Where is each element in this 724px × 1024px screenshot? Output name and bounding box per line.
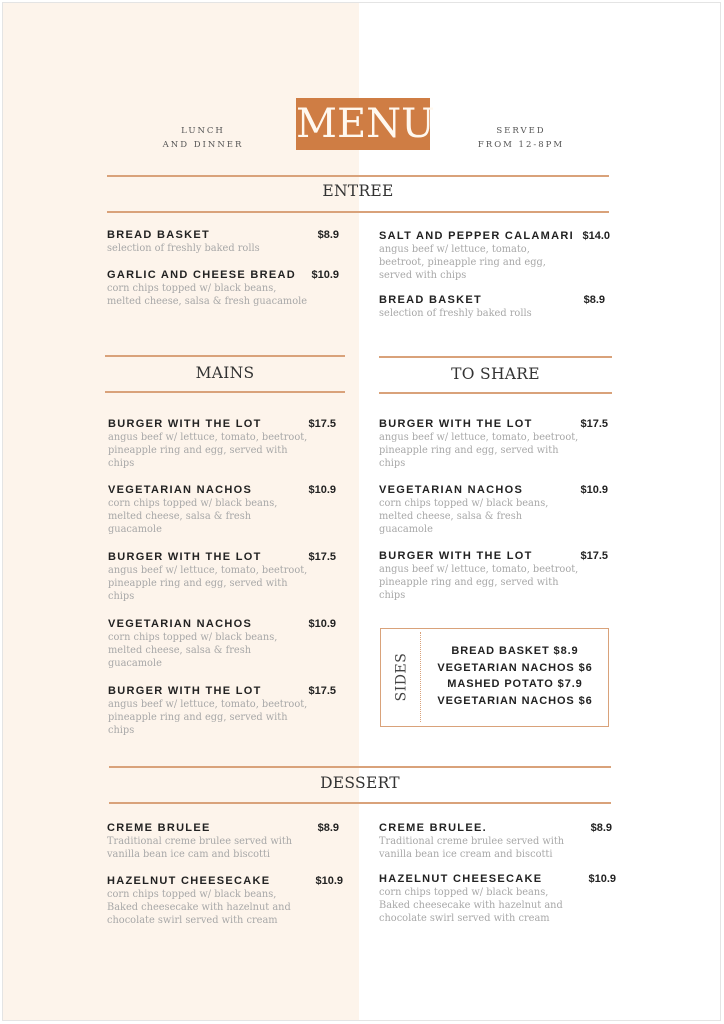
item-price: $10.9 [311,269,339,281]
divider-rule [105,391,345,393]
desc-line: served with chips [379,270,467,281]
menu-item [108,684,336,737]
item-price: $17.5 [308,685,336,697]
tagline-line: SERVED [496,126,546,136]
desc-line: angus beef w/ lettuce, tomato, [379,244,530,255]
menu-title-badge: MENU [296,98,430,150]
item-name: BURGER WITH THE LOT [108,551,262,563]
item-description [107,242,339,255]
side-item: BREAD BASKET $8.9 [451,645,579,657]
desc-line: melted cheese, salsa & fresh [108,645,252,656]
item-description [379,307,605,320]
desc-line: angus beef w/ lettuce, tomato, beetroot, [108,432,308,443]
item-description [107,835,339,861]
section-title-mains: MAINS [195,364,255,382]
desc-line: Baked cheesecake with hazelnut and [379,900,563,911]
divider-rule [109,766,611,768]
item-name: VEGETARIAN NACHOS [108,618,253,630]
desc-line: pineapple ring and egg, served with [108,578,288,589]
menu-item [107,874,343,927]
desc-line: chips [108,458,135,469]
item-name: HAZELNUT CHEESECAKE [107,875,271,887]
desc-line: melted cheese, salsa & fresh guacamole [107,296,308,307]
desc-line: corn chips topped w/ black beans, [108,632,278,643]
menu-item [107,228,339,255]
desc-line: angus beef w/ lettuce, tomato, beetroot, [108,699,308,710]
divider-rule [379,356,612,358]
item-name: SALT AND PEPPER CALAMARI [379,230,574,242]
side-item: MASHED POTATO $7.9 [447,678,583,690]
item-name: BURGER WITH THE LOT [379,550,533,562]
item-description [379,243,610,282]
item-name: GARLIC AND CHEESE BREAD [107,269,297,281]
desc-line: chips [379,590,406,601]
item-name: BURGER WITH THE LOT [108,685,262,697]
item-description [379,886,616,925]
item-description [108,698,336,737]
right-tagline [461,124,581,152]
desc-line: guacamole [379,524,433,535]
desc-line: chips [379,458,406,469]
desc-line: Traditional creme brulee served with [107,836,293,847]
item-description [379,563,608,602]
item-price: $17.5 [308,551,336,563]
menu-item [379,821,612,861]
item-price: $10.9 [580,484,608,496]
item-price: $17.5 [308,418,336,430]
sides-title: SIDES [393,652,409,702]
desc-line: melted cheese, salsa & fresh [379,511,523,522]
desc-line: melted cheese, salsa & fresh [108,511,252,522]
item-price: $8.9 [317,229,339,241]
item-price: $14.0 [582,230,610,242]
divider-rule [107,211,609,213]
desc-line: pineapple ring and egg, served with [379,445,559,456]
side-item: VEGETARIAN NACHOS $6 [437,661,593,674]
desc-line: selection of freshly baked rolls [379,308,532,319]
item-description [379,835,612,861]
desc-line: pineapple ring and egg, served with [379,577,559,588]
desc-line: angus beef w/ lettuce, tomato, beetroot, [108,565,308,576]
item-price: $10.9 [588,873,616,885]
desc-line: guacamole [108,658,162,669]
desc-line: chips [108,725,135,736]
menu-item [379,293,605,320]
item-name: VEGETARIAN NACHOS [108,484,253,496]
menu-item [379,417,608,470]
menu-item [108,483,336,536]
desc-line: vanilla bean ice cam and biscotti [107,849,270,860]
desc-line: Baked cheesecake with hazelnut and [107,902,291,913]
sides-box [380,628,609,727]
divider-rule [105,355,345,357]
item-description [107,888,343,927]
menu-item [108,417,336,470]
item-description [108,497,336,536]
item-price: $8.9 [317,822,339,834]
item-name: BREAD BASKET [379,294,482,306]
item-price: $8.9 [583,294,605,306]
item-name: HAZELNUT CHEESECAKE [379,873,543,885]
desc-line: beetroot, pineapple ring and egg, [379,257,546,268]
desc-line: angus beef w/ lettuce, tomato, beetroot, [379,564,579,575]
item-price: $10.9 [308,618,336,630]
item-name: CREME BRULEE. [379,822,487,834]
tagline-line: LUNCH [181,126,225,136]
item-description [379,497,608,536]
item-price: $8.9 [590,822,612,834]
desc-line: chocolate swirl served with cream [379,913,550,924]
desc-line: chips [108,591,135,602]
item-description [107,282,339,308]
desc-line: guacamole [108,524,162,535]
menu-item [107,821,339,861]
desc-line: corn chips topped w/ black beans, [379,498,549,509]
section-title-dessert: DESSERT [320,774,400,792]
tagline-line: FROM 12-8PM [477,140,565,150]
desc-line: corn chips topped w/ black beans, [379,887,549,898]
menu-item [379,483,608,536]
sides-label [383,629,419,725]
side-item: VEGETARIAN NACHOS $6 [437,694,593,707]
desc-line: corn chips topped w/ black beans, [107,889,277,900]
menu-item [379,872,616,925]
item-name: VEGETARIAN NACHOS [379,484,524,496]
menu-page [2,2,721,1021]
item-name: BREAD BASKET [107,229,210,241]
desc-line: corn chips topped w/ black beans, [108,498,278,509]
item-price: $17.5 [580,418,608,430]
sides-list [423,643,607,709]
tagline-line: AND DINNER [162,140,244,150]
divider-rule [379,392,612,394]
desc-line: selection of freshly baked rolls [107,243,260,254]
desc-line: pineapple ring and egg, served with [108,445,288,456]
menu-item [108,550,336,603]
menu-item [107,268,339,308]
item-description [108,431,336,470]
desc-line: Traditional creme brulee served with [379,836,565,847]
divider-rule [109,802,611,804]
dotted-divider [420,632,421,722]
item-name: BURGER WITH THE LOT [379,418,533,430]
item-description [108,564,336,603]
divider-rule [107,175,609,177]
item-description [379,431,608,470]
desc-line: corn chips topped w/ black beans, [107,283,277,294]
left-tagline [143,124,263,152]
menu-item [379,549,608,602]
item-price: $10.9 [308,484,336,496]
desc-line: chocolate swirl served with cream [107,915,278,926]
desc-line: pineapple ring and egg, served with [108,712,288,723]
item-price: $17.5 [580,550,608,562]
item-price: $10.9 [315,875,343,887]
item-name: CREME BRULEE [107,822,211,834]
section-title-entree: ENTREE [322,182,394,200]
menu-item [108,617,336,670]
menu-item [379,229,610,282]
item-name: BURGER WITH THE LOT [108,418,262,430]
item-description [108,631,336,670]
section-title-to-share: TO SHARE [451,365,540,383]
desc-line: vanilla bean ice cream and biscotti [379,849,553,860]
desc-line: angus beef w/ lettuce, tomato, beetroot, [379,432,579,443]
